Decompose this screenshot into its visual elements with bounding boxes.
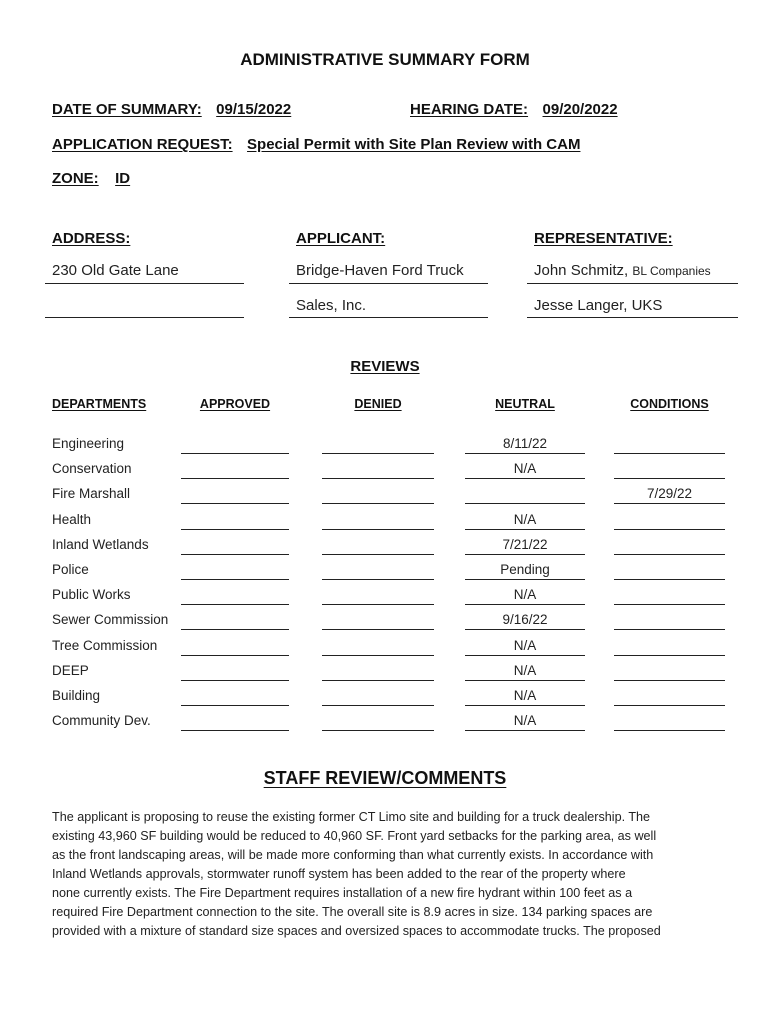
address-line-1-rule <box>45 283 244 284</box>
zone-label: ZONE: <box>52 170 99 187</box>
cell-approved-rule <box>181 579 289 580</box>
cell-denied-rule <box>322 579 434 580</box>
department-name: Inland Wetlands <box>52 536 149 552</box>
cell-neutral: N/A <box>513 587 537 603</box>
cell-approved-rule <box>181 478 289 479</box>
cell-neutral: N/A <box>513 662 537 678</box>
comment-line: existing 43,960 SF building would be reduced to 40,960 SF. Front yard setbacks for the parking area, as well <box>52 829 657 843</box>
cell-conditions-rule <box>614 604 725 605</box>
cell-neutral-rule <box>465 730 585 731</box>
department-name: Public Works <box>52 587 131 603</box>
cell-approved-rule <box>181 705 289 706</box>
cell-denied-rule <box>322 655 434 656</box>
cell-neutral: N/A <box>513 713 537 729</box>
cell-approved-rule <box>181 604 289 605</box>
cell-conditions-rule <box>614 705 725 706</box>
cell-neutral-rule <box>465 604 585 605</box>
cell-denied-rule <box>322 503 434 504</box>
reviews-heading: REVIEWS <box>350 358 420 375</box>
cell-approved-rule <box>181 503 289 504</box>
cell-approved-rule <box>181 655 289 656</box>
summary-date <box>52 101 291 119</box>
representative-name: John Schmitz, <box>534 262 629 279</box>
cell-denied-rule <box>322 604 434 605</box>
cell-approved-rule <box>181 554 289 555</box>
department-name: Health <box>52 511 92 527</box>
department-name: Police <box>52 562 89 577</box>
representative-label: REPRESENTATIVE: <box>534 230 673 247</box>
cell-neutral: Pending <box>500 562 550 577</box>
cell-neutral: 7/21/22 <box>502 536 548 552</box>
representative-line-2-rule <box>527 317 738 318</box>
col-departments: DEPARTMENTS <box>52 397 147 411</box>
cell-neutral-rule <box>465 529 585 530</box>
cell-conditions-rule <box>614 579 725 580</box>
application-request-label: APPLICATION REQUEST: <box>52 136 233 153</box>
representative-company: BL Companies <box>632 264 711 278</box>
cell-denied-rule <box>322 680 434 681</box>
address-line-2-rule <box>45 317 244 318</box>
cell-approved-rule <box>181 680 289 681</box>
staff-review-heading: STAFF REVIEW/COMMENTS <box>263 768 507 788</box>
comment-line: as the front landscaping areas, will be made more conforming than what currently exists. In accordance with <box>52 848 654 862</box>
application-request <box>52 136 580 154</box>
cell-neutral: N/A <box>513 688 537 703</box>
hearing-date <box>410 101 618 119</box>
col-neutral: NEUTRAL <box>495 397 555 411</box>
col-approved: APPROVED <box>199 397 271 411</box>
applicant-line-1-rule <box>289 283 488 284</box>
cell-denied-rule <box>322 554 434 555</box>
department-name: Sewer Commission <box>52 612 169 628</box>
department-name: Engineering <box>52 436 125 451</box>
department-name: Fire Marshall <box>52 486 131 502</box>
comment-line: provided with a mixture of standard size spaces and oversized spaces to accommodate trucks. The proposed <box>52 924 661 938</box>
cell-neutral-rule <box>465 680 585 681</box>
hearing-date-value: 09/20/2022 <box>542 101 618 118</box>
cell-neutral-rule <box>465 478 585 479</box>
cell-conditions-rule <box>614 529 725 530</box>
cell-neutral-rule <box>465 554 585 555</box>
cell-neutral-rule <box>465 453 585 454</box>
comment-line: none currently exists. The Fire Department requires installation of a new fire hydrant within 100 feet as a <box>52 886 633 900</box>
department-name: Tree Commission <box>52 637 158 653</box>
department-name: Building <box>52 688 101 703</box>
hearing-date-label: HEARING DATE: <box>410 101 529 118</box>
cell-neutral: N/A <box>513 461 537 477</box>
comment-line: required Fire Department connection to the site. The overall site is 8.9 acres in size. 134 parking spaces are <box>52 905 653 919</box>
applicant-line-2-rule <box>289 317 488 318</box>
address-label: ADDRESS: <box>52 230 131 247</box>
cell-conditions-rule <box>614 730 725 731</box>
cell-conditions: 7/29/22 <box>646 486 693 502</box>
comment-line: Inland Wetlands approvals, stormwater runoff system has been added to the rear of the property where <box>52 867 626 881</box>
applicant-label: APPLICANT: <box>296 230 386 247</box>
cell-denied-rule <box>322 730 434 731</box>
col-denied: DENIED <box>354 397 402 411</box>
cell-approved-rule <box>181 453 289 454</box>
cell-neutral-rule <box>465 655 585 656</box>
application-request-value: Special Permit with Site Plan Review with CAM <box>247 136 581 153</box>
cell-conditions-rule <box>614 503 725 504</box>
cell-approved-rule <box>181 730 289 731</box>
department-name: Community Dev. <box>52 713 151 729</box>
cell-conditions-rule <box>614 680 725 681</box>
representative-line-2: Jesse Langer, UKS <box>534 297 663 314</box>
cell-conditions-rule <box>614 655 725 656</box>
cell-neutral: N/A <box>513 637 537 653</box>
col-conditions: CONDITIONS <box>630 397 709 411</box>
summary-date-label: DATE OF SUMMARY: <box>52 101 202 118</box>
cell-neutral: N/A <box>513 511 537 527</box>
staff-review-comments <box>52 808 732 941</box>
comment-line: The applicant is proposing to reuse the existing former CT Limo site and building for a truck dealership. The <box>52 810 651 824</box>
zone <box>52 170 130 188</box>
cell-neutral-rule <box>465 579 585 580</box>
department-name: DEEP <box>52 662 89 678</box>
cell-conditions-rule <box>614 554 725 555</box>
cell-conditions-rule <box>614 478 725 479</box>
cell-denied-rule <box>322 629 434 630</box>
cell-denied-rule <box>322 705 434 706</box>
department-name: Conservation <box>52 461 132 477</box>
cell-neutral-rule <box>465 705 585 706</box>
cell-neutral-rule <box>465 503 585 504</box>
cell-denied-rule <box>322 478 434 479</box>
zone-value: ID <box>115 170 131 187</box>
applicant-line-2: Sales, Inc. <box>296 297 367 314</box>
representative-line-1-rule <box>527 283 738 284</box>
cell-denied-rule <box>322 453 434 454</box>
cell-conditions-rule <box>614 453 725 454</box>
cell-neutral: 9/16/22 <box>502 612 548 628</box>
representative-line-1 <box>534 262 711 279</box>
cell-approved-rule <box>181 629 289 630</box>
form-title: ADMINISTRATIVE SUMMARY FORM <box>240 50 530 69</box>
cell-denied-rule <box>322 529 434 530</box>
summary-date-value: 09/15/2022 <box>216 101 292 118</box>
address-line-1: 230 Old Gate Lane <box>52 262 179 279</box>
cell-conditions-rule <box>614 629 725 630</box>
applicant-line-1: Bridge-Haven Ford Truck <box>296 262 464 279</box>
cell-neutral: 8/11/22 <box>502 436 548 451</box>
cell-neutral-rule <box>465 629 585 630</box>
cell-approved-rule <box>181 529 289 530</box>
